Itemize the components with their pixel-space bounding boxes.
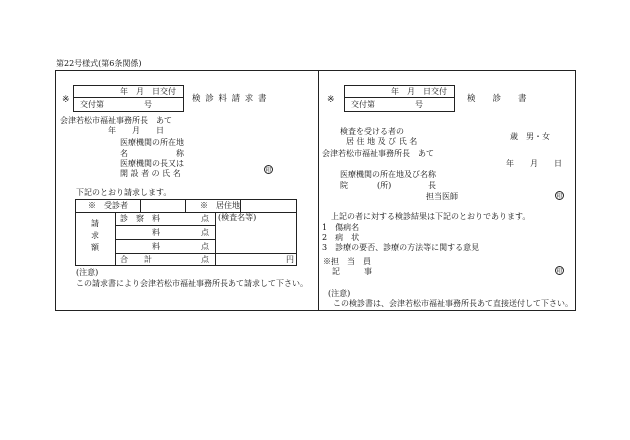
right-note-label: (注意) xyxy=(328,289,351,298)
left-inst-name-a: 名 xyxy=(120,149,128,158)
left-founder: 開 設 者 の 氏 名 xyxy=(120,169,181,178)
left-date: 年 月 日 xyxy=(108,126,164,135)
claim-unit-3: 点 xyxy=(201,242,209,251)
form-number: 第22号様式(第6条関係) xyxy=(56,59,142,68)
left-receipt-date: 年 月 日交付 xyxy=(120,87,176,96)
claim-unit-1: 点 xyxy=(201,214,209,223)
staff-label: ※担 当 員 xyxy=(323,257,371,266)
left-mark: ※ xyxy=(62,95,70,105)
left-note-label: (注意) xyxy=(76,268,99,277)
right-addressee: 会津若松市福祉事務所長 あて xyxy=(322,149,434,158)
left-inst-head: 医療機関の長又は xyxy=(120,159,184,168)
claim-row-line-3 xyxy=(115,239,215,240)
claim-row-line-4 xyxy=(115,253,297,254)
right-inst-head-c: 長 xyxy=(428,181,436,190)
billed-label: 請 求 額 xyxy=(91,219,99,252)
claim-row-line-1 xyxy=(75,212,297,213)
left-receipt-no: 交付第 号 xyxy=(80,100,152,109)
right-receipt-divider xyxy=(344,97,455,98)
staff-notes: 記 事 xyxy=(332,267,372,276)
claim-yen-total: 円 xyxy=(286,255,294,264)
item-condition: 2 病 状 xyxy=(322,233,360,242)
left-request-line: 下記のとおり請求します。 xyxy=(76,188,172,197)
left-inst-name-b: 称 xyxy=(176,149,184,158)
claim-col-header-b xyxy=(185,199,186,212)
right-inst-head-a: 院 xyxy=(340,181,348,190)
right-title: 検 診 書 xyxy=(467,94,527,104)
left-inst-address: 医療機関の所在地 xyxy=(120,138,184,147)
item-diagnosis: 1 傷病名 xyxy=(322,223,360,232)
claim-col-header-c xyxy=(240,199,241,212)
claim-unit-2: 点 xyxy=(201,228,209,237)
left-receipt-divider xyxy=(73,97,184,98)
right-mark: ※ xyxy=(327,95,335,105)
claim-item-2: 料 xyxy=(152,228,160,237)
claim-item-total: 合 計 xyxy=(120,255,152,264)
residence-label: ※ 居住地 xyxy=(200,201,240,210)
right-inst-head-b: (所) xyxy=(377,181,392,190)
right-inst-address: 医療機関の所在地及び名称 xyxy=(340,170,436,179)
examinee-label-2: 居 住 地 及 び 氏 名 xyxy=(346,137,418,146)
right-date: 年 月 日 xyxy=(506,159,562,168)
claim-col-header-a xyxy=(140,199,141,212)
right-seal-staff: 印 xyxy=(556,268,563,275)
age-sex: 歳 男・女 xyxy=(510,132,550,141)
right-receipt-no: 交付第 号 xyxy=(351,100,423,109)
right-seal-doctor: 印 xyxy=(556,193,563,200)
claim-item-3: 料 xyxy=(152,242,160,251)
claim-unit-total: 点 xyxy=(201,255,209,264)
result-line: 上記の者に対する検診結果は下記のとおりであります。 xyxy=(331,212,531,221)
recipient-label: ※ 受診者 xyxy=(88,201,128,210)
item-opinion: 3 診療の要否、診療の方法等に関する意見 xyxy=(322,243,480,252)
center-divider xyxy=(318,70,319,311)
left-note: この請求書により会津若松市福祉事務所長あて請求して下さい。 xyxy=(76,279,308,288)
doctor-label: 担当医師 xyxy=(426,192,458,201)
claim-row-line-2 xyxy=(115,225,215,226)
examinee-label-1: 検査を受ける者の xyxy=(340,127,404,136)
claim-item-1: 診 察 料 xyxy=(120,214,160,223)
left-seal-mark: 印 xyxy=(265,167,272,174)
right-receipt-date: 年 月 日交付 xyxy=(391,87,447,96)
claim-col-2 xyxy=(215,212,216,266)
left-addressee: 会津若松市福祉事務所長 あて xyxy=(60,116,172,125)
left-title: 検 診 料 請 求 書 xyxy=(192,94,268,104)
exam-names-label: (検査名等) xyxy=(218,213,257,222)
right-note: この検診書は、会津若松市福祉事務所長あて直接送付して下さい。 xyxy=(333,299,573,308)
